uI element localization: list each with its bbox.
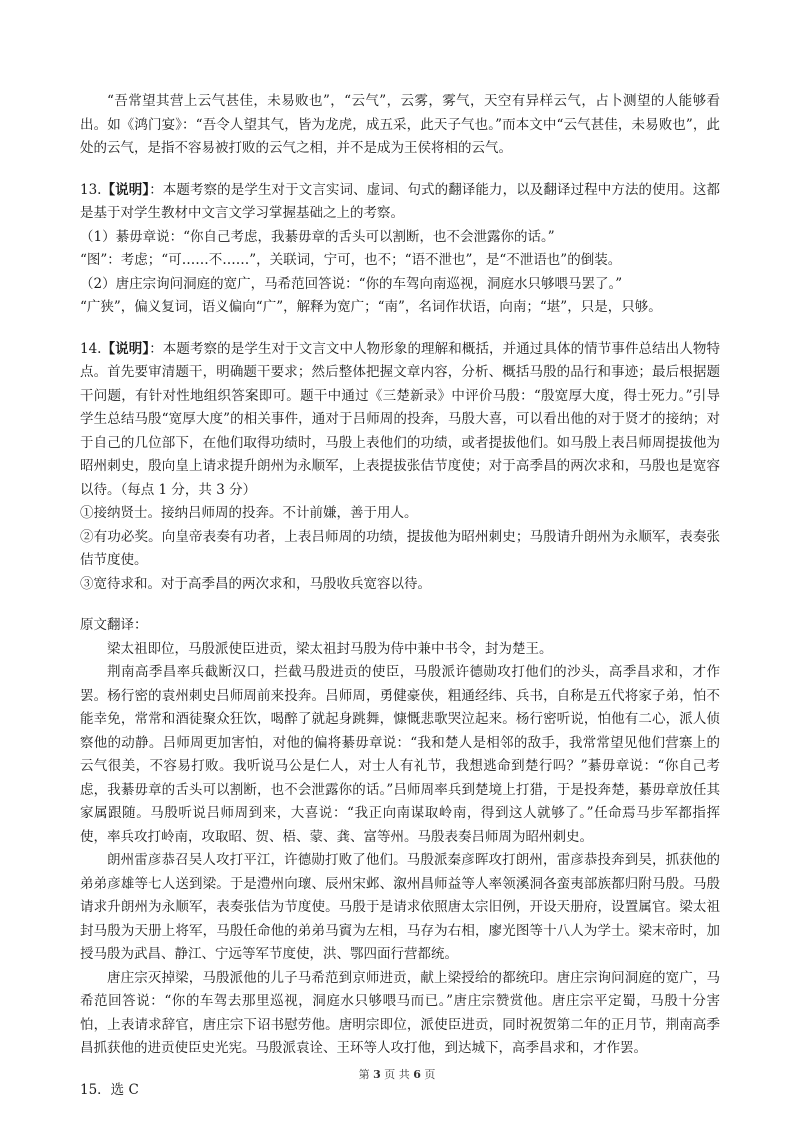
footer-mid: 页 共 [384, 1068, 410, 1081]
footer-current-page: 3 [373, 1068, 381, 1081]
q14-number: 14. [80, 340, 102, 357]
footer-prefix: 第 [358, 1068, 370, 1081]
translation-para-4: 唐庄宗灭掉梁，马殷派他的儿子马希范到京师进贡，献上梁授给的都统印。唐庄宗询问洞庭的宽广，马希范回答说：“你的车驾去那里巡视，洞庭水只够喂马而已。”唐庄宗赞赏他。唐庄宗平定蜀，马殷十分害怕，上表请求辞官，唐庄宗下诏书慰劳他。唐明宗即位，派使臣进贡，同时祝贺第二年的正月节，荆南高季昌抓获他的进贡使臣史光宪。马殷派袁诠、王环等人攻打他，到达城下，高季昌求和，才作罢。 [80, 969, 720, 1056]
footer-suffix: 页 [424, 1068, 436, 1081]
q13-tag: 【说明】 [101, 181, 150, 198]
q13-intro-text: ：本题考察的是学生对于文言实词、虚词、句式的翻译能力，以及翻译过程中方法的使用。这都是基于对学生教材中文言文学习掌握基础之上的考察。 [80, 181, 721, 221]
q14-intro [80, 338, 720, 503]
q14-intro-text: ：本题考察的是学生对于文言文中人物形象的理解和概括，并通过具体的情节事件总结出人物特点。首先要审清题干，明确题干要求；然后整体把握文章内容，分析、概括马殷的品行和事迹；最后根据题干问题，有针对性地组织答案即可。题干中通过《三楚新录》中评价马殷：“殷宽厚大度，得士死力。”引导学生总结马殷“宽厚大度”的相关事件，通对于吕师周的投奔，马殷大喜，可以看出他的对于贤才的接纳；对于自己的几位部下，在他们取得功绩时，马殷上表他们的功绩，或者提拔他们。如马殷上表吕师周提拔他为昭州刺史，殷向皇上请求提升朗州为永顺军，上表提拔张佶节度使；对于高季昌的两次求和，马殷也是宽容以待。（每点 1 分，共 3 分） [80, 340, 721, 498]
q14-point1: ①接纳贤士。接纳吕师周的投奔。不计前嫌，善于用人。 [80, 505, 418, 521]
q13-item1: （1）綦毋章说：“你自己考虑，我綦毋章的舌头可以割断，也不会泄露你的话。” [80, 228, 555, 245]
q13-intro [80, 179, 720, 226]
q15-answer: 15．选 C [80, 1081, 139, 1098]
translation-para-2: 荆南高季昌率兵截断汉口，拦截马殷进贡的使臣，马殷派许德勋攻打他们的沙头，高季昌求和，才作罢。杨行密的袁州刺史吕师周前来投奔。吕师周，勇健豪侠，粗通经纬、兵书，自称是五代将家子弟，怕不能幸免，常常和酒徒聚众狂饮，喝醉了就起身跳舞，慷慨悲歌哭泣起来。杨行密听说，怕他有二心，派人侦察他的动静。吕师周更加害怕，对他的偏将綦毋章说：“我和楚人是相邻的敌手，我常常望见他们营寨上的云气很美，不容易打败。我听说马公是仁人，对士人有礼节，我想逃命到楚行吗？”綦毋章说：“你自己考虑，我綦毋章的舌头可以割断，也不会泄露你的话。”吕师周率兵到楚境上打猎，于是投奔楚，綦毋章放任其家属跟随。马殷听说吕师周到来，大喜说：“我正向南谋取岭南，得到这人就够了。”任命焉马步军都指挥使，率兵攻打岭南，攻取昭、贺、梧、蒙、龚、富等州。马殷表奏吕师周为昭州刺史。 [80, 664, 720, 845]
q13-item2-note: “广狭”，偏义复词，语义偏向“广”，解释为宽广；“南”，名词作状语，向南；“堪”，只是，只够。 [80, 299, 662, 315]
page-content [80, 90, 720, 1102]
translation-para-1: 梁太祖即位，马殷派使臣进贡，梁太祖封马殷为侍中兼中书令，封为楚王。 [107, 640, 553, 657]
q13-item2: （2）唐庄宗询问洞庭的宽广，马希范回答说：“你的车驾向南巡视，洞庭水只够喂马罢了。” [80, 275, 623, 292]
q14-point3: ③宽待求和。对于高季昌的两次求和，马殷收兵宽容以待。 [80, 575, 431, 592]
q13-number: 13. [80, 181, 102, 198]
translation-heading: 原文翻译： [80, 617, 148, 633]
footer-total-pages: 6 [413, 1068, 421, 1081]
page-footer [0, 1068, 794, 1082]
cloud-qi-explanation: “吾常望其营上云气甚佳，未易败也”，“云气”，云雾，雾气，天空有异样云气，占卜测望的人能够看出。如《鸿门宴》：“吾令人望其气，皆为龙虎，成五采，此天子气也。”而本文中“云气甚佳，未易败也”，此处的云气，是指不容易被打败的云气之相，并不是成为王侯将相的云气。 [80, 93, 720, 156]
q14-point2: ②有功必奖。向皇帝表奏有功者，上表吕师周的功绩，提拔他为昭州刺史；马殷请升朗州为永顺军，表奏张佶节度使。 [80, 528, 720, 568]
q13-item1-note: “图”：考虑；“可……不……”，关联词，宁可，也不；“语不泄也”，是“不泄语也”的倒装。 [80, 252, 622, 268]
translation-para-3: 朗州雷彦恭召吴人攻打平江，许德勋打败了他们。马殷派秦彦晖攻打朗州，雷彦恭投奔到吴，抓获他的弟弟彦雄等七人送到梁。于是澧州向瓌、辰州宋邺、溆州昌师益等人率领溪洞各蛮夷部族都归附马殷。马殷请求升朗州为永顺军，表奏张佶为节度使。马殷于是请求依照唐太宗旧例，开设天册府，设置属官。梁太祖封马殷为天册上将军，马殷任命他的弟弟马賨为左相，马存为右相，廖光图等十八人为学士。梁末帝时，加授马殷为武昌、静江、宁远等军节度使，洪、鄂四面行营都统。 [80, 852, 720, 962]
q14-tag: 【说明】 [101, 340, 150, 357]
